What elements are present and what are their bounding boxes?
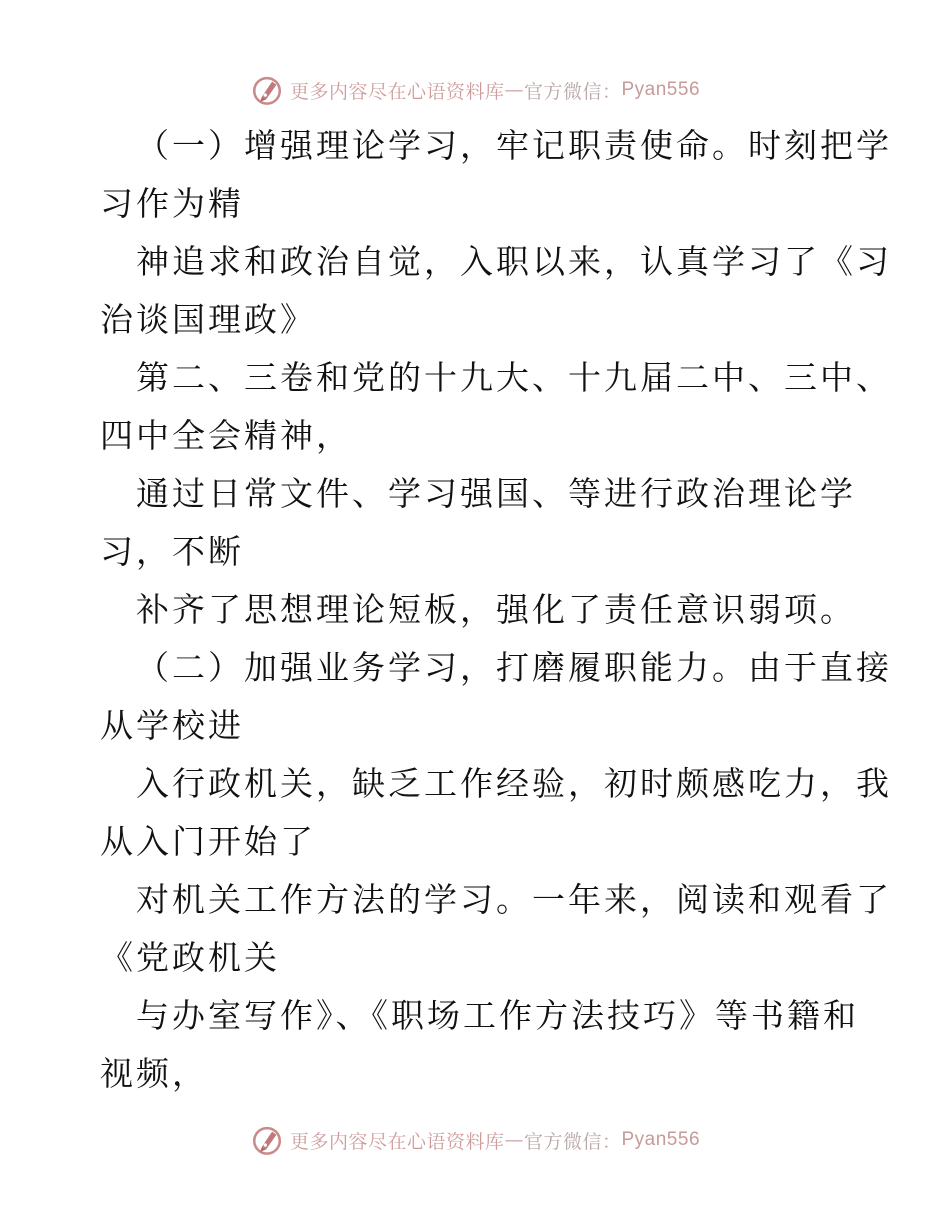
pen-nib-logo-icon [250, 73, 284, 107]
text-line: 补齐了思想理论短板，强化了责任意识弱项。 [136, 590, 856, 629]
pen-nib-logo-icon [250, 1123, 284, 1157]
text-line: 与办室写作》、《职场工作方法技巧》等书籍和 [136, 996, 859, 1035]
text-line: 对机关工作方法的学习。一年来，阅读和观看了 [136, 880, 892, 919]
text-line: 视频， [100, 1054, 208, 1093]
text-line: 从学校进 [100, 706, 244, 745]
watermark-account: Pyan556 [621, 1129, 701, 1150]
document-body [100, 117, 892, 1103]
text-line: 通过日常文件、学习强国、等进行政治理论学 [136, 474, 856, 513]
text-line: 治谈国理政》 [100, 300, 316, 339]
text-line: 习作为精 [100, 184, 244, 223]
text-line: 第二、三卷和党的十九大、十九届二中、三中、 [136, 358, 892, 397]
watermark-wechat-label: 官方微信： [523, 80, 622, 103]
text-line: 入行政机关，缺乏工作经验，初时颇感吃力，我 [136, 764, 892, 803]
watermark-separator: — [504, 79, 524, 101]
watermark-account: Pyan556 [621, 79, 701, 100]
header-watermark [0, 70, 950, 110]
text-line: 习，不断 [100, 532, 244, 571]
watermark-site-text: 更多内容尽在心语资料库 [289, 80, 505, 103]
footer-watermark [0, 1120, 950, 1160]
text-line: 神追求和政治自觉，入职以来，认真学习了《习 [136, 242, 892, 281]
text-line: 四中全会精神， [100, 416, 352, 455]
text-line: 从入门开始了 [100, 822, 316, 861]
text-line: （二）加强业务学习，打磨履职能力。由于直接 [136, 648, 892, 687]
watermark-separator: — [504, 1129, 524, 1151]
text-line: 《党政机关 [100, 938, 280, 977]
watermark-wechat-label: 官方微信： [523, 1130, 622, 1153]
watermark-site-text: 更多内容尽在心语资料库 [289, 1130, 505, 1153]
text-line: （一）增强理论学习，牢记职责使命。时刻把学 [136, 126, 892, 165]
